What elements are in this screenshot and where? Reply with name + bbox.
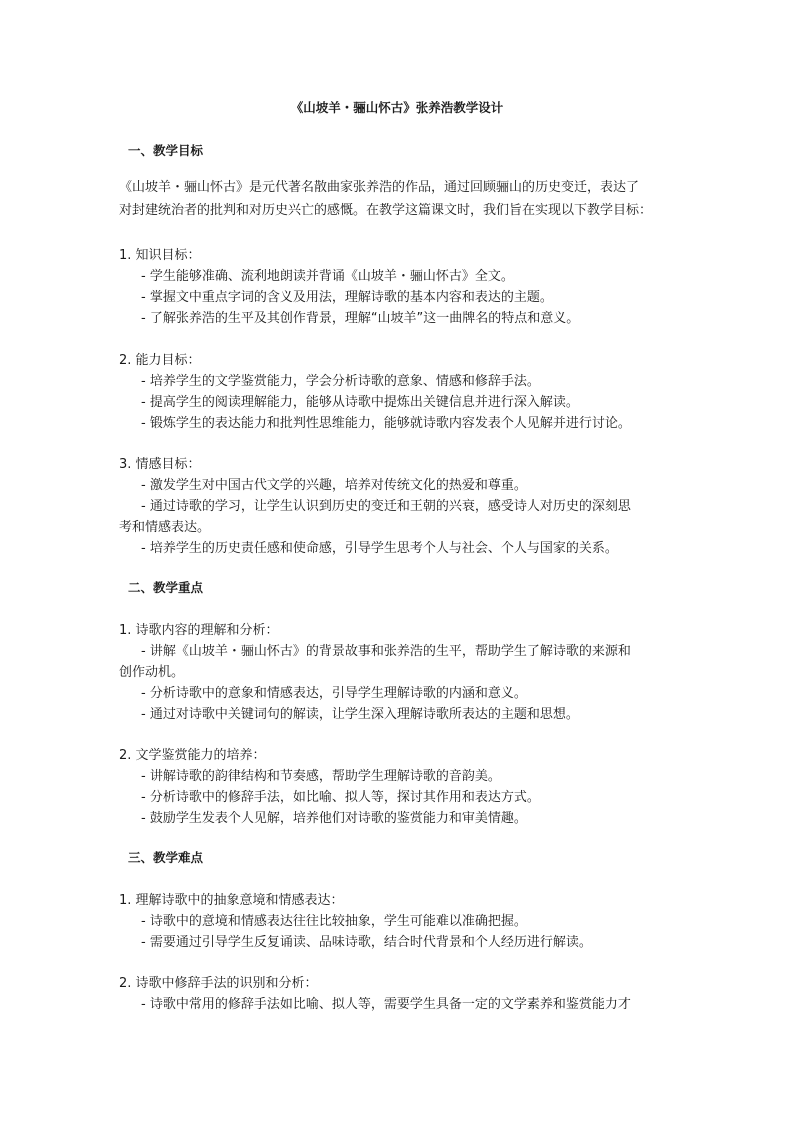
list-item: - 培养学生的文学鉴赏能力，学会分析诗歌的意象、情感和修辞手法。 (141, 374, 540, 389)
list-item: - 通过诗歌的学习，让学生认识到历史的变迁和王朝的兴衰，感受诗人对历史的深刻思 (141, 499, 631, 514)
intro-line: 《山坡羊・骊山怀古》是元代著名散曲家张养浩的作品，通过回顾骊山的历史变迁，表达了 (119, 180, 640, 195)
list-item: - 了解张养浩的生平及其创作背景，理解“山坡羊”这一曲牌名的特点和意义。 (141, 311, 580, 326)
list-item: - 需要通过引导学生反复诵读、品味诗歌，结合时代背景和个人经历进行解读。 (141, 935, 592, 950)
list-item: - 诗歌中常用的修辞手法如比喻、拟人等，需要学生具备一定的文学素养和鉴赏能力才 (141, 997, 631, 1012)
key-point-label: 1. 诗歌内容的理解和分析： (119, 623, 279, 638)
list-item: - 培养学生的历史责任感和使命感，引导学生思考个人与社会、个人与国家的关系。 (141, 541, 618, 556)
goal-label-emotion: 3. 情感目标： (119, 457, 201, 472)
goal-label-knowledge: 1. 知识目标： (119, 248, 201, 263)
list-item: - 诗歌中的意境和情感表达往往比较抽象，学生可能难以准确把握。 (141, 914, 527, 929)
list-item: - 通过对诗歌中关键词句的解读，让学生深入理解诗歌所表达的主题和思想。 (141, 707, 579, 722)
list-item: - 学生能够准确、流利地朗读并背诵《山坡羊・骊山怀古》全文。 (141, 269, 514, 284)
section-heading-difficulties: 三、教学难点 (128, 850, 204, 865)
list-item: - 激发学生对中国古代文学的兴趣，培养对传统文化的热爱和尊重。 (141, 478, 527, 493)
section-heading-key-points: 二、教学重点 (128, 580, 204, 595)
list-item: - 讲解诗歌的韵律结构和节奏感，帮助学生理解诗歌的音韵美。 (141, 769, 501, 784)
list-item: - 鼓励学生发表个人见解，培养他们对诗歌的鉴赏能力和审美情趣。 (141, 811, 527, 826)
document-title: 《山坡羊・骊山怀古》张养浩教学设计 (290, 100, 504, 115)
list-item: - 锻炼学生的表达能力和批判性思维能力，能够就诗歌内容发表个人见解并进行讨论。 (141, 416, 631, 431)
list-item: - 分析诗歌中的意象和情感表达，引导学生理解诗歌的内涵和意义。 (141, 686, 527, 701)
list-item: - 分析诗歌中的修辞手法，如比喻、拟人等，探讨其作用和表达方式。 (141, 790, 540, 805)
list-item-continuation: 考和情感表达。 (119, 520, 211, 535)
list-item: - 提高学生的阅读理解能力，能够从诗歌中提炼出关键信息并进行深入解读。 (141, 395, 579, 410)
intro-line: 对封建统治者的批判和对历史兴亡的感慨。在教学这篇课文时，我们旨在实现以下教学目标： (119, 203, 653, 218)
section-heading-objectives: 一、教学目标 (128, 143, 204, 158)
list-item-continuation: 创作动机。 (119, 665, 185, 680)
list-item: - 讲解《山坡羊・骊山怀古》的背景故事和张养浩的生平，帮助学生了解诗歌的来源和 (141, 644, 631, 659)
goal-label-ability: 2. 能力目标： (119, 353, 201, 368)
difficulty-label: 1. 理解诗歌中的抽象意境和情感表达： (119, 893, 344, 908)
list-item: - 掌握文中重点字词的含义及用法，理解诗歌的基本内容和表达的主题。 (141, 290, 553, 305)
key-point-label: 2. 文学鉴赏能力的培养： (119, 748, 266, 763)
difficulty-label: 2. 诗歌中修辞手法的识别和分析： (119, 976, 318, 991)
